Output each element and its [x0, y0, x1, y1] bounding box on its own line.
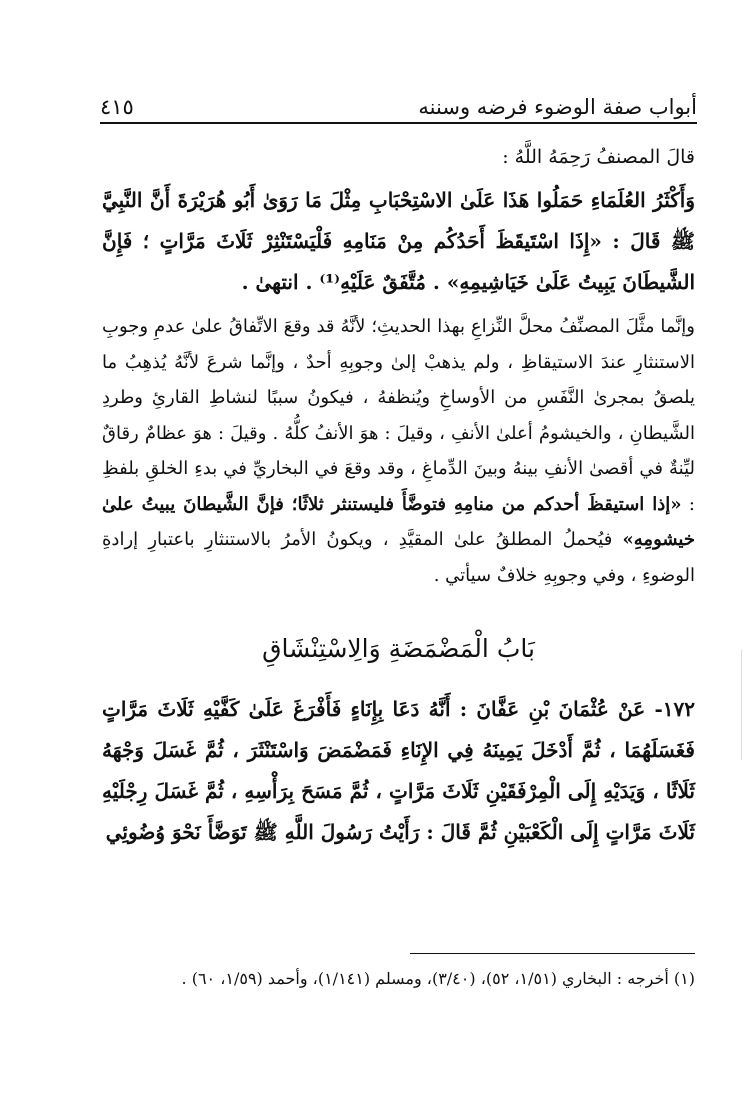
page-number: ٤١٥ [100, 95, 134, 119]
commentary-bold-quote: «إذا استيقظَ أحدكم من منامِهِ فتوضَّأَ فليستنثر ثلاثًا؛ فإنَّ الشَّيطانَ يبيتُ علىٰ خيشومِهِ» [102, 493, 695, 550]
commentary-paragraph [102, 309, 695, 593]
chapter-title: بَابُ الْمَضْمَضَةِ وَالِاسْتِنْشَاقِ [262, 634, 535, 663]
author-intro: قالَ المصنفُ رَحِمَهُ اللَّهُ : [502, 146, 695, 168]
footnote-divider [410, 953, 695, 954]
main-text [102, 140, 695, 853]
hadith-text: ١٧٢- عَنْ عُثْمَانَ بْنِ عَفَّانَ : أَنَّهُ دَعَا بِإِنَاءٍ فَأَفْرَغَ عَلَىٰ كَفَّيْهِ ثَلَاثَ مَرَّاتٍ فَغَسَلَهُمَا ، ثُمَّ أَدْخَلَ يَمِينَهُ فِي الإِنَاءِ فَمَضْمَضَ وَاسْتَنْثَرَ ، ثُمَّ غَسَلَ وَجْهَهُ ثَلَاثًا ، وَيَدَيْهِ إِلَى الْمِرْفَقَيْنِ ثَلَاثَ مَرَّاتٍ ، ثُمَّ مَسَحَ بِرَأْسِهِ ، ثُمَّ غَسَلَ رِجْلَيْهِ ثَلَاثَ مَرَّاتٍ إِلَى الْكَعْبَيْنِ ثُمَّ قَالَ : رَأَيْتُ رَسُولَ اللَّهِ ﷺ تَوَضَّأَ نَحْوَ وُضُوئِي [102, 697, 695, 844]
page-edge-mark [741, 650, 742, 760]
running-title: أبواب صفة الوضوء فرضه وسننه [418, 95, 697, 119]
commentary-text-2: فيُحملُ المطلقُ علىٰ المقيَّدِ ، ويكونُ الأمرُ بالاستنثارِ باعتبارِ إرادةِ الوضوءِ ، وفي وجوبِهِ خلافٌ سيأتي . [102, 529, 695, 586]
footnote: (١) أخرجه : البخاري (١/٥١، ٥٢)، (٣/٤٠)، ومسلم (١/١٤١)، وأحمد (١/٥٩، ٦٠) . [181, 969, 695, 988]
author-quote: وَأَكْثَرُ العُلَمَاءِ حَمَلُوا هَذَا عَلَىٰ الاسْتِحْبَابِ مِثْلَ مَا رَوَىٰ أَبُو هُرَيْرَةَ أَنَّ النَّبِيَّ ﷺ قَالَ : «إِذَا اسْتَيقَظَ أَحَدُكُم مِنْ مَنَامِهِ فَلْيَسْتَنْثِرْ ثَلَاثَ مَرَّاتٍ ؛ فَإِنَّ الشَّيطَانَ يَبِيتُ عَلَىٰ خَيَاشِيمِهِ» . مُتَّفَقٌ عَلَيْهِ⁽¹⁾ . انتهىٰ . [102, 188, 695, 294]
page-header [100, 88, 697, 124]
commentary-text-1: وإنَّما مثَّلَ المصنِّفُ محلَّ النِّزاعِ بهذا الحديثِ؛ لأنَّهُ قد وقعَ الاتِّفاقُ علىٰ عدمِ وجوبِ الاستنثارِ عندَ الاستيقاظِ ، ولم يذهبْ إلىٰ وجوبِهِ أحدٌ ، وإنَّما شرعَ لأنَّهُ يُذهِبُ ما يلصقُ بمجرىٰ النَّفَسِ من الأوساخِ ويُنظفهُ ، فيكونُ سببًا لنشاطِ القارئِ وطردِ الشَّيطانِ ، والخيشومُ أعلىٰ الأنفِ ، وقيلَ : هوَ الأنفُ كلُّهُ . وقيلَ : هوَ عظامٌ رقاقٌ ليِّنةٌ في أقصىٰ الأنفِ بينهُ وبينَ الدِّماغِ ، وقد وقعَ في البخاريِّ في بدءِ الخلقِ بلفظِ : [102, 316, 695, 515]
